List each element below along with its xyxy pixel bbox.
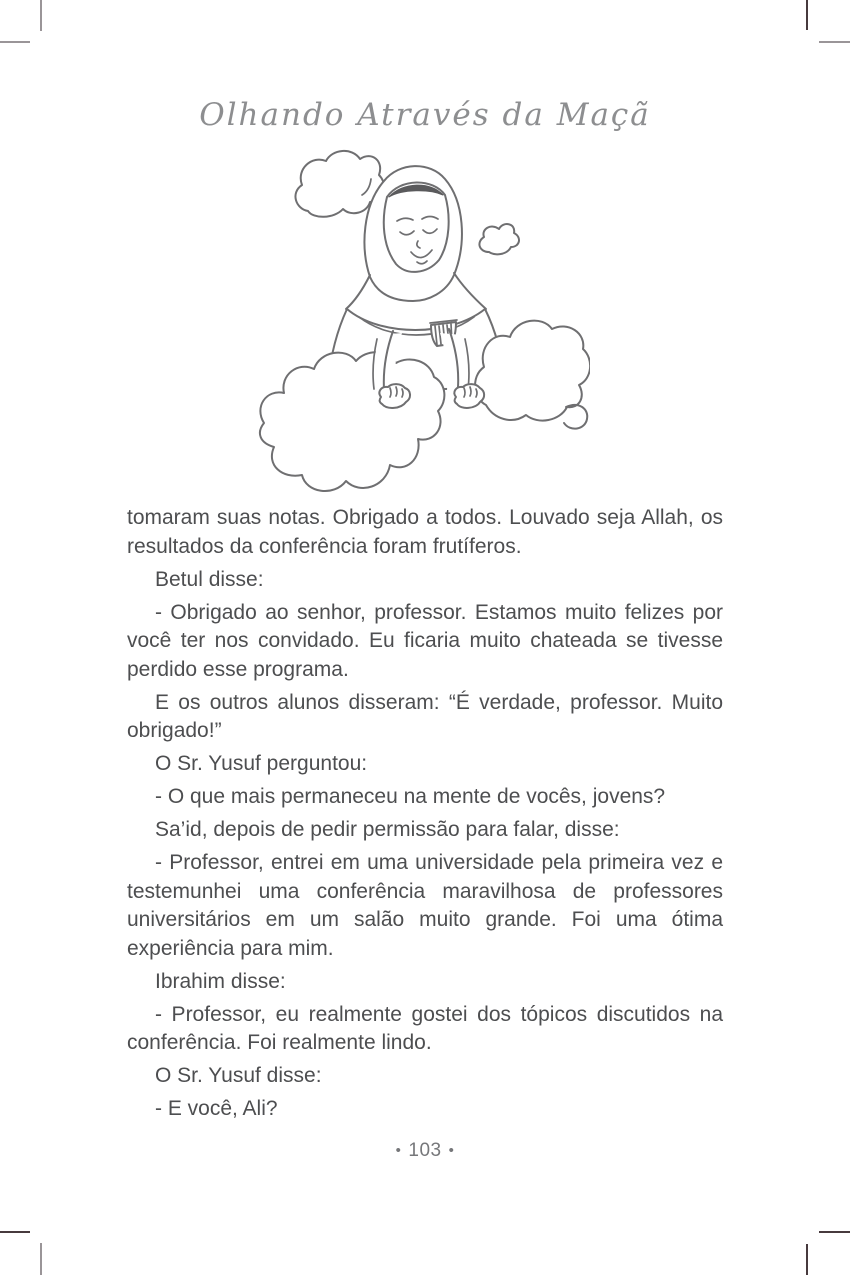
small-cloud-right [479,224,519,254]
crop-mark-top-left-horizontal [0,41,30,43]
crop-mark-bottom-left-vertical [40,1243,42,1275]
crop-mark-top-left-vertical [40,0,42,31]
paragraph: Ibrahim disse: [155,969,286,993]
paragraph: tomaram suas notas. Obrigado a todos. Louvado seja Allah, os resultados da conferência foram frutíferos. [127,506,723,558]
crop-mark-top-right-horizontal [819,41,850,43]
big-cloud-left [260,352,444,491]
paragraph: - Obrigado ao senhor, professor. Estamos muito felizes por você ter nos convidado. Eu ficaria muito chateada se tivesse perdido esse programa. [127,600,723,681]
crop-mark-bottom-right-vertical [806,1244,808,1275]
paragraph: Betul disse: [155,567,264,591]
paragraph: - Professor, entrei em uma universidade pela primeira vez e testemunhei uma conferência maravilhosa de professores universitários em um salão muito grande. Foi uma ótima experiência para mim. [127,851,723,960]
paragraph: O Sr. Yusuf disse: [155,1064,322,1087]
paragraph: - Professor, eu realmente gostei dos tópicos discutidos na conferência. Foi realmente lindo. [127,1002,723,1054]
cloud-girl-illustration [250,145,590,505]
page-footer [0,1140,850,1162]
footer-bullet-left: • [395,1142,402,1159]
crop-mark-bottom-left-horizontal [0,1231,30,1233]
page-number: 103 [408,1140,442,1161]
face [384,182,449,271]
paragraph: E os outros alunos disseram: “É verdade, professor. Muito obrigado!” [127,690,723,742]
body-text-block [127,504,723,1128]
paragraph: - O que mais permaneceu na mente de vocês, jovens? [155,785,666,808]
paragraph: O Sr. Yusuf perguntou: [155,752,368,775]
crop-mark-top-right-vertical [806,0,808,30]
paragraph: Sa’id, depois de pedir permissão para falar, disse: [155,818,620,841]
paragraph: - E você, Ali? [155,1097,278,1120]
chapter-running-head: Olhando Através da Maçã [199,97,651,133]
crop-mark-bottom-right-horizontal [819,1231,850,1233]
footer-bullet-right: • [448,1142,455,1159]
